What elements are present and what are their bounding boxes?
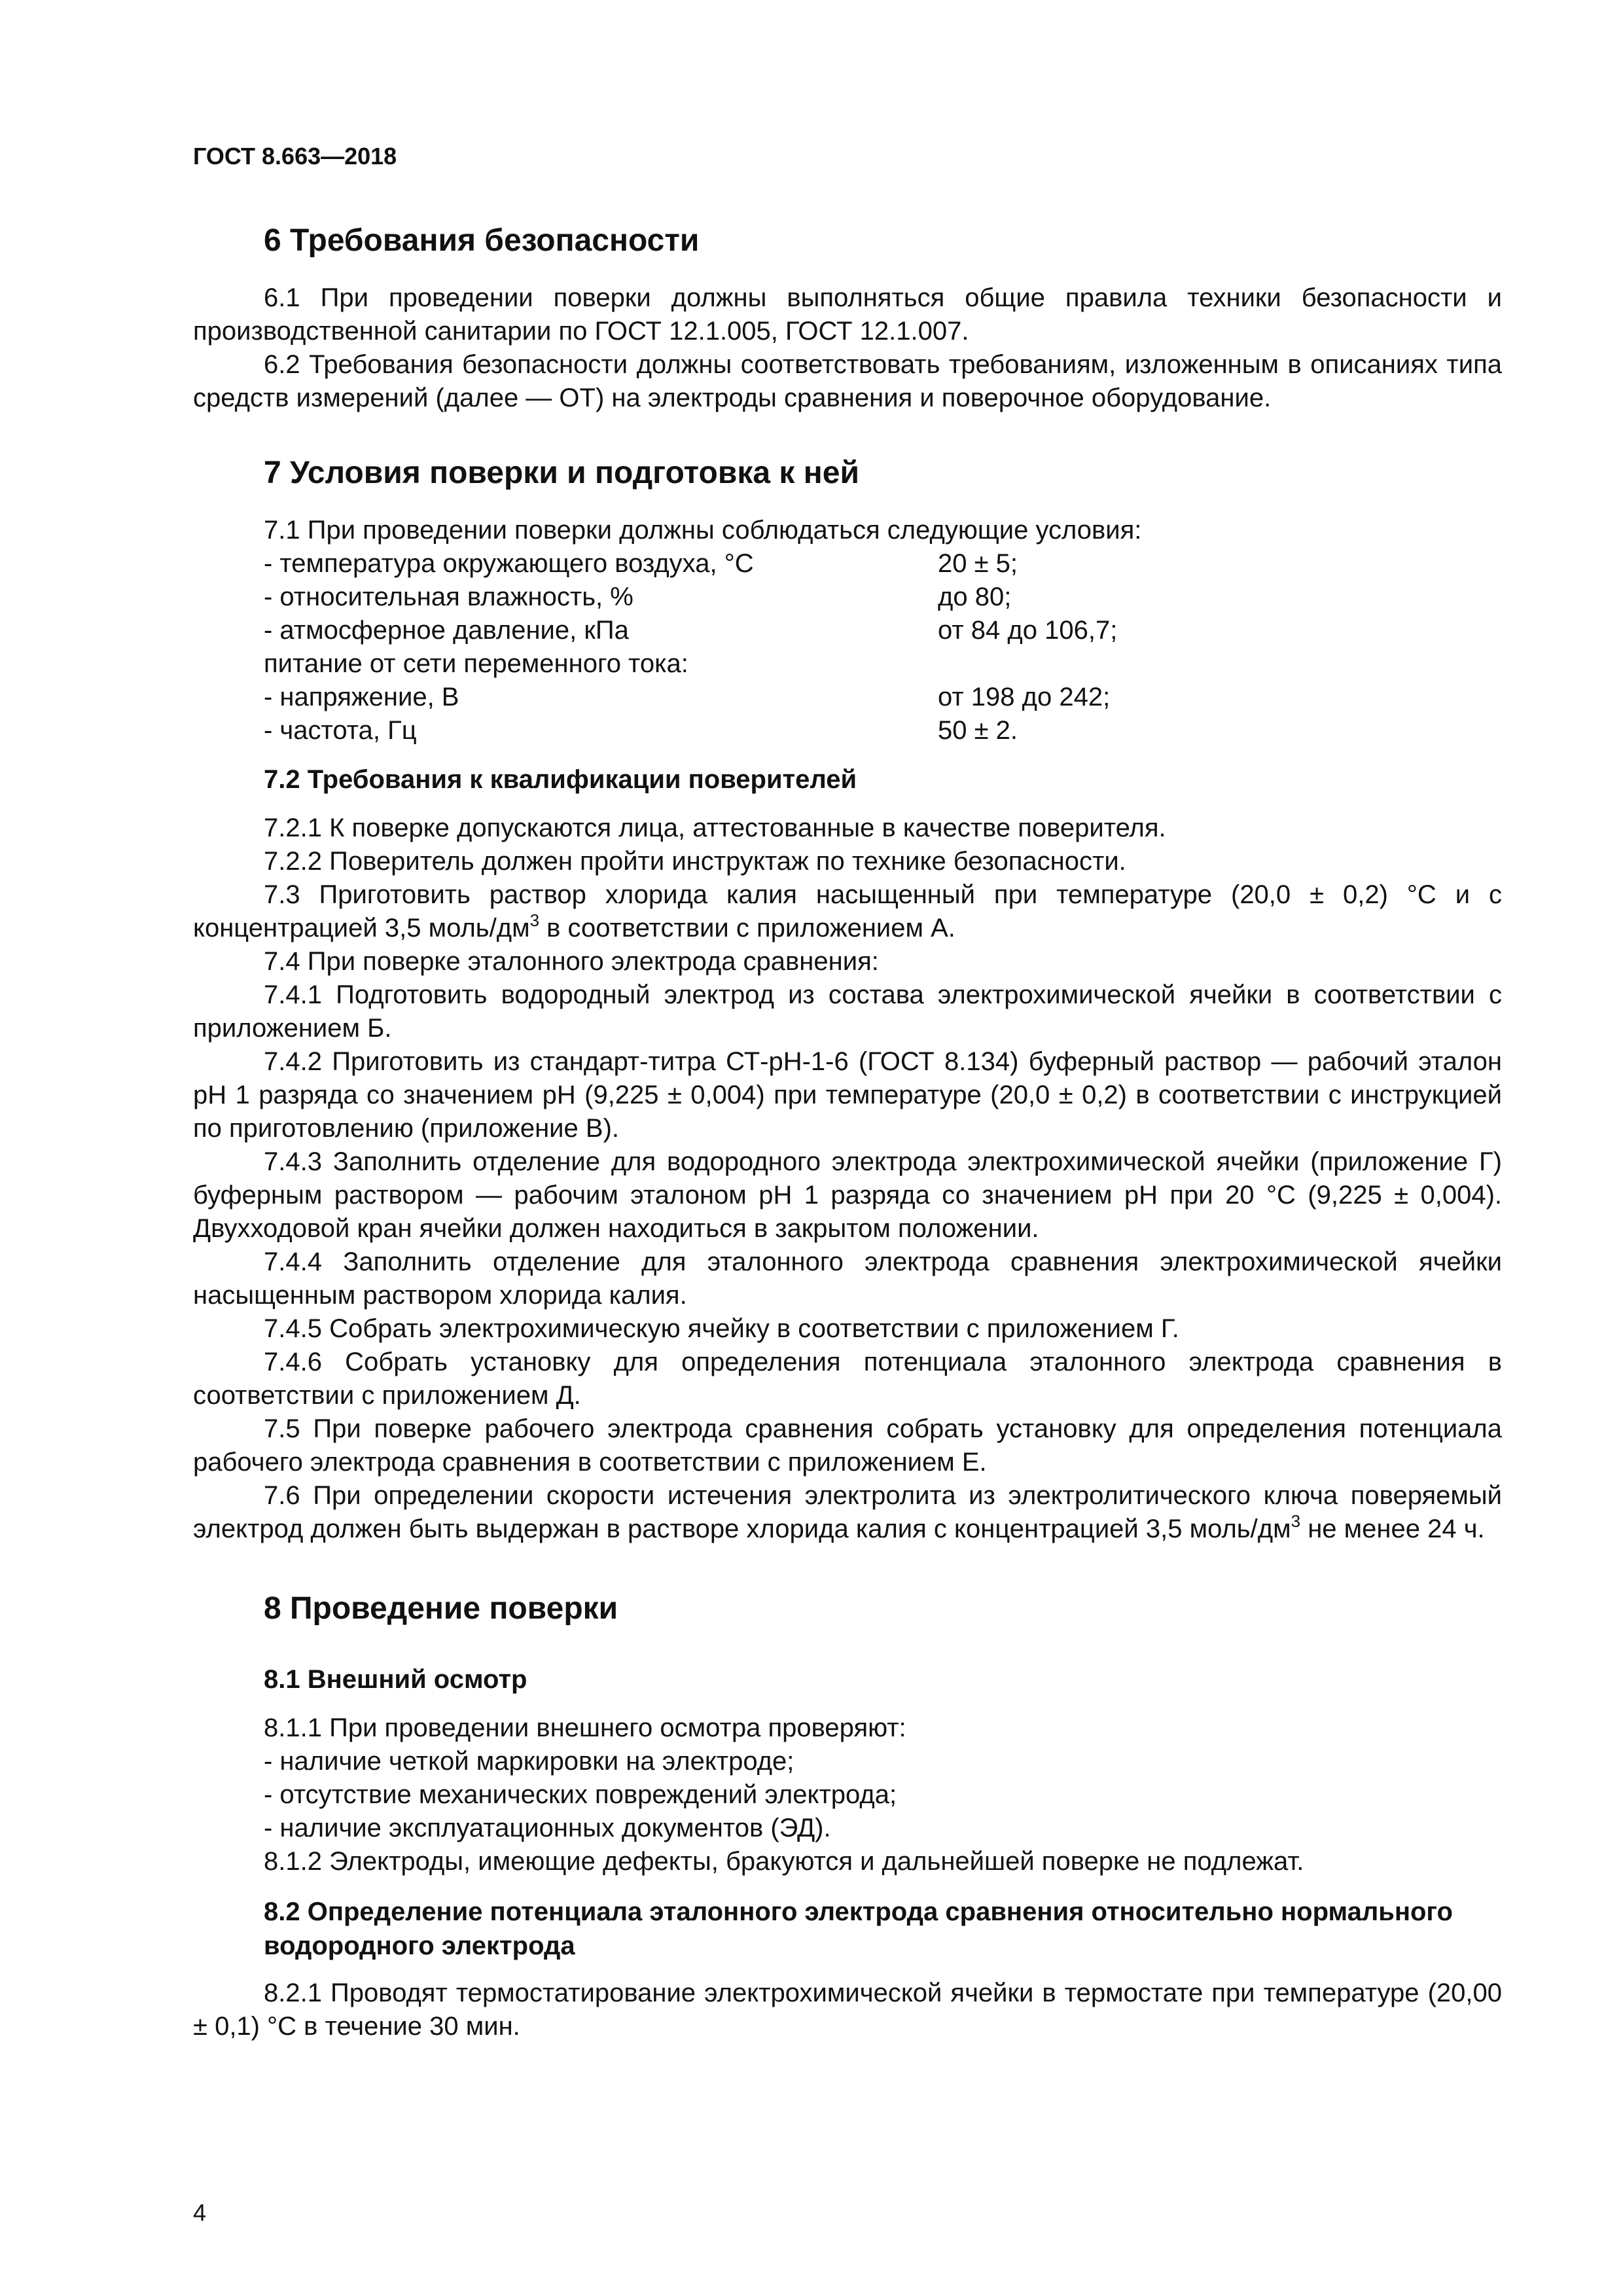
- paragraph-7-6: [193, 1479, 1502, 1546]
- condition-value: от 84 до 106,7;: [938, 616, 1118, 645]
- paragraph-6-2: 6.2 Требования безопасности должны соответствовать требованиям, изложенным в описаниях типа средств измерений (далее — ОТ) на электроды сравнения и поверочное оборудование.: [193, 350, 1502, 412]
- superscript: 3: [529, 910, 540, 930]
- subsection-8-2-title: 8.2 Определение потенциала эталонного электрода сравнения относительно нормального водородного электрода: [264, 1897, 1453, 1960]
- condition-row: [264, 581, 1502, 614]
- condition-label: - относительная влажность, %: [264, 583, 633, 611]
- paragraph-8-2-1: 8.2.1 Проводят термостатирование электрохимической ячейки в термостате при температуре (20,00 ± 0,1) °С в течение 30 мин.: [193, 1979, 1502, 2041]
- paragraph-6-1: 6.1 При проведении поверки должны выполняться общие правила техники безопасности и производственной санитарии по ГОСТ 12.1.005, ГОСТ 12.1.007.: [193, 283, 1502, 346]
- paragraph-7-3-text: 7.3 Приготовить раствор хлорида калия насыщенный при температуре (20,0 ± 0,2) °С и с концентрацией 3,5 моль/дм: [193, 880, 1502, 942]
- paragraph-7-4-2: 7.4.2 Приготовить из стандарт-титра СТ-рН-1-6 (ГОСТ 8.134) буферный раствор — рабочий эталон рН 1 разряда со значением рН (9,225 ± 0,004) при температуре (20,0 ± 0,2) в соответствии с инструкцией по приготовлению (приложение В).: [193, 1047, 1502, 1143]
- condition-row: [264, 681, 1502, 714]
- paragraph-7-2-2: 7.2.2 Поверитель должен пройти инструктаж по технике безопасности.: [264, 847, 1126, 876]
- paragraph-7-1: 7.1 При проведении поверки должны соблюдаться следующие условия:: [264, 516, 1142, 545]
- section-6-title: 6 Требования безопасности: [264, 223, 700, 258]
- paragraph-7-6-text: 7.6 При определении скорости истечения электролита из электролитического ключа поверяемый электрод должен быть выдержан в растворе хлорида калия с концентрацией 3,5 моль/дм: [193, 1481, 1502, 1543]
- condition-row: [264, 647, 1502, 681]
- section-8-2-body: [193, 1977, 1502, 2043]
- condition-value: до 80;: [938, 583, 1012, 611]
- condition-label: - частота, Гц: [264, 716, 417, 745]
- paragraph-7-3: [193, 878, 1502, 945]
- section-7-body: [193, 812, 1502, 1546]
- section-7-title: 7 Условия поверки и подготовка к ней: [264, 456, 859, 490]
- condition-label: - атмосферное давление, кПа: [264, 616, 629, 645]
- check-item: - наличие эксплуатационных документов (ЭД).: [264, 1814, 831, 1842]
- page-number: 4: [193, 2199, 207, 2226]
- check-item: - отсутствие механических повреждений электрода;: [264, 1780, 897, 1809]
- paragraph-7-4-3: 7.4.3 Заполнить отделение для водородного электрода электрохимической ячейки (приложение Г) буферным раствором — рабочим эталоном рН 1 разряда со значением рН при 20 °С (9,225 ± 0,004). Двухходовой кран ячейки должен находиться в закрытом положении.: [193, 1147, 1502, 1243]
- condition-value: от 198 до 242;: [938, 683, 1111, 711]
- paragraph-7-6-tail: не менее 24 ч.: [1300, 1515, 1485, 1543]
- check-item: - наличие четкой маркировки на электроде;: [264, 1747, 794, 1776]
- section-6-body: [193, 281, 1502, 415]
- conditions-block: [193, 514, 1502, 747]
- paragraph-7-4-4: 7.4.4 Заполнить отделение для эталонного электрода сравнения электрохимической ячейки насыщенным раствором хлорида калия.: [193, 1247, 1502, 1310]
- subsection-7-2-title: 7.2 Требования к квалификации поверителей: [264, 765, 857, 794]
- condition-row: [264, 614, 1502, 647]
- paragraph-8-1-1: 8.1.1 При проведении внешнего осмотра проверяют:: [264, 1713, 906, 1742]
- condition-value: 20 ± 5;: [938, 549, 1018, 578]
- paragraph-7-2-1: 7.2.1 К поверке допускаются лица, аттестованные в качестве поверителя.: [264, 814, 1166, 842]
- condition-label: - напряжение, В: [264, 683, 459, 711]
- condition-row: [264, 547, 1502, 581]
- paragraph-7-4: 7.4 При поверке эталонного электрода сравнения:: [264, 947, 879, 976]
- paragraph-7-3-tail: в соответствии с приложением А.: [539, 914, 955, 942]
- subsection-8-1-title: 8.1 Внешний осмотр: [264, 1665, 527, 1694]
- inspection-block: [193, 1712, 1502, 1878]
- document-code-header: ГОСТ 8.663—2018: [193, 143, 397, 170]
- conditions-list: [193, 547, 1502, 747]
- condition-value: 50 ± 2.: [938, 716, 1018, 745]
- condition-label: питание от сети переменного тока:: [264, 649, 688, 678]
- paragraph-7-4-5: 7.4.5 Собрать электрохимическую ячейку в соответствии с приложением Г.: [264, 1314, 1179, 1343]
- condition-label: - температура окружающего воздуха, °С: [264, 549, 754, 578]
- paragraph-7-5: 7.5 При поверке рабочего электрода сравнения собрать установку для определения потенциала рабочего электрода сравнения в соответствии с приложением Е.: [193, 1414, 1502, 1477]
- superscript: 3: [1291, 1511, 1301, 1531]
- condition-row: [264, 714, 1502, 747]
- paragraph-7-4-6: 7.4.6 Собрать установку для определения потенциала эталонного электрода сравнения в соответствии с приложением Д.: [193, 1348, 1502, 1410]
- paragraph-7-4-1: 7.4.1 Подготовить водородный электрод из состава электрохимической ячейки в соответствии с приложением Б.: [193, 980, 1502, 1043]
- paragraph-8-1-2: 8.1.2 Электроды, имеющие дефекты, бракуются и дальнейшей поверке не подлежат.: [264, 1847, 1304, 1876]
- section-8-title: 8 Проведение поверки: [264, 1591, 618, 1626]
